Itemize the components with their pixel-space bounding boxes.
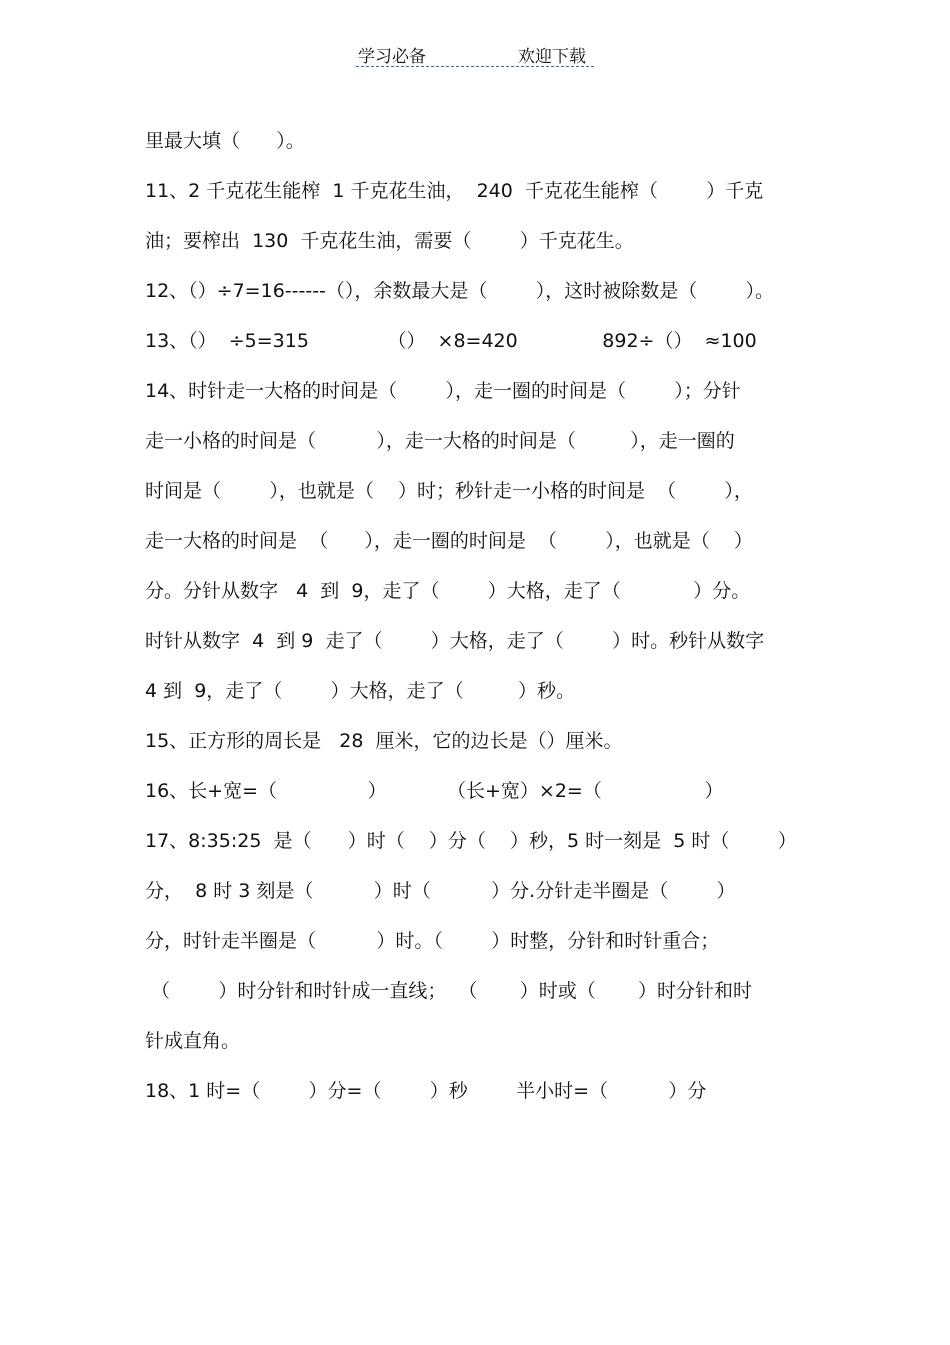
text-line: 4 到 9，走了（ ）大格，走了（ ）秒。 [145,680,575,702]
text-line: 13、（） ÷5=315 （） ×8=420 892÷（） ≈100 [145,330,757,352]
text-line: 里最大填（ ）。 [145,130,305,152]
text-line: 15、正方形的周长是 28 厘米，它的边长是（）厘米。 [145,730,623,752]
text-line: （ ）时分针和时针成一直线； （ ）时或（ ）时分针和时 [145,980,752,1002]
text-line: 12、（）÷7=16------（），余数最大是（ ），这时被除数是（ ）。 [145,280,775,302]
text-line: 14、时针走一大格的时间是（ ），走一圈的时间是（ ）；分针 [145,380,741,402]
text-line: 17、8:35:25 是（ ）时（ ）分（ ）秒，5 时一刻是 5 时（ ） [145,830,797,852]
text-line: 11、2 千克花生能榨 1 千克花生油， 240 千克花生能榨（ ）千克 [145,180,764,202]
header-left-text: 学习必备 [358,47,426,67]
page-header [356,40,594,67]
text-line: 时间是（ ），也就是（ ）时；秒针走一小格的时间是 （ ）， [145,480,753,502]
text-line: 油；要榨出 130 千克花生油，需要（ ）千克花生。 [145,230,634,252]
text-line: 18、1 时=（ ）分=（ ）秒 半小时=（ ）分 [145,1080,707,1102]
text-line: 走一小格的时间是（ ），走一大格的时间是（ ），走一圈的 [145,430,735,452]
header-right-text: 欢迎下载 [518,47,586,67]
text-line: 针成直角。 [145,1030,241,1052]
text-line: 分，时针走半圈是（ ）时。（ ）时整，分针和时针重合； [145,930,720,952]
exercise-content [145,116,810,1116]
text-line: 分。分针从数字 4 到 9，走了（ ）大格，走了（ ）分。 [145,580,751,602]
text-line: 走一大格的时间是 （ ），走一圈的时间是 （ ），也就是（ ） [145,530,753,552]
text-line: 16、长+宽=（ ） （长+宽）×2=（ ） [145,780,724,802]
text-line: 分， 8 时 3 刻是（ ）时（ ）分.分针走半圈是（ ） [145,880,736,902]
text-line: 时针从数字 4 到 9 走了（ ）大格，走了（ ）时。秒针从数字 [145,630,765,652]
